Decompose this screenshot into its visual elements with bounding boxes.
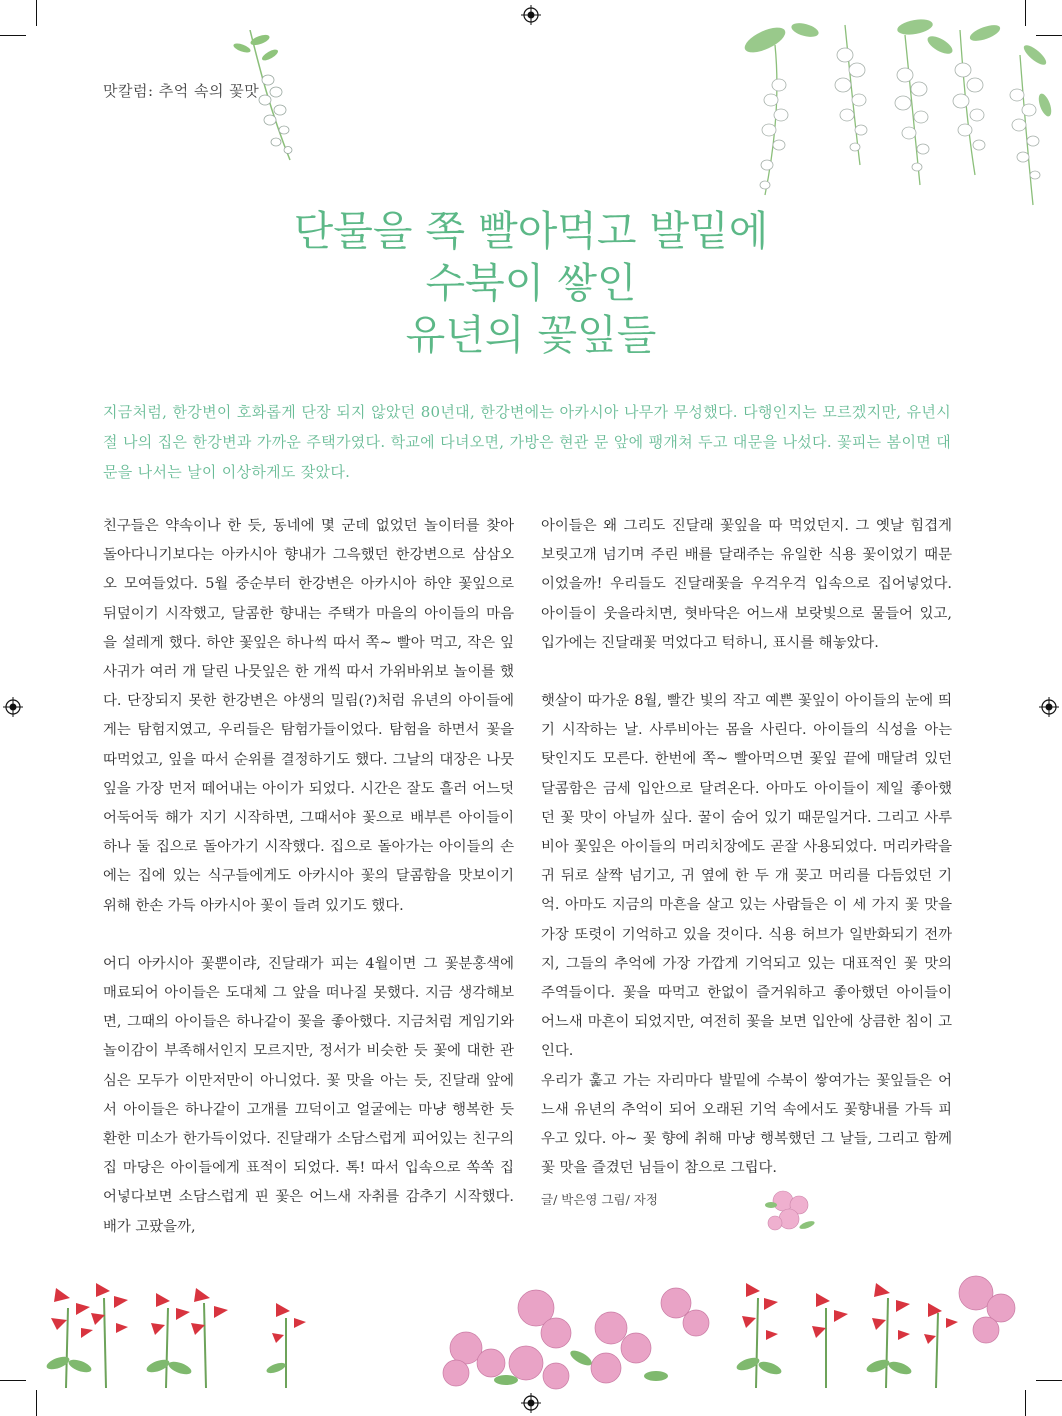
byline-credit: 글/ 박은영 그림/ 자정 — [541, 1192, 658, 1208]
body-column-right — [541, 512, 952, 1215]
azalea-illustration — [763, 1183, 819, 1239]
registration-mark-icon — [521, 5, 541, 25]
headline — [180, 205, 882, 361]
registration-mark-icon — [1039, 697, 1059, 717]
crop-mark-top-left-v — [36, 0, 37, 26]
body-column-left — [103, 512, 514, 1242]
salvia-illustration — [735, 1283, 958, 1388]
azalea-illustration — [443, 1276, 1015, 1389]
registration-mark-icon — [521, 1393, 541, 1413]
body-paragraph: 아이들은 왜 그리도 진달래 꽃잎을 따 먹었던지. 그 옛날 힘겹게 보릿고개 넘기며 주린 배를 달래주는 유일한 식용 꽃이었기 때문이었을까! 우리들도 진달래꽃을 우걱우걱 입속으로 집어넣었다. 아이들이 웃을라치면, 혓바닥은 어느새 보랏빛으로 물들어 있고, 입가에는 진달래꽃 먹었다고 턱하니, 표시를 해놓았다. — [541, 518, 952, 651]
salvia-illustration — [45, 1283, 306, 1388]
body-paragraph: 햇살이 따가운 8월, 빨간 빛의 작고 예쁜 꽃잎이 아이들의 눈에 띄기 시작하는 날. 사루비아는 몸을 사린다. 아이들의 식성을 아는 탓인지도 모른다. 한번에 쪽~ 빨아먹으면 꽃잎 끝에 매달려 있던 달콤함은 금세 입안으로 달려온다. 아마도 아이들이 제일 좋아했던 꽃 맛이 아닐까 싶다. 꿀이 숨어 있기 때문일거다. 그리고 사루비아 꽃잎은 아이들의 머리치장에도 곧잘 사용되었다. 머리카락을 귀 뒤로 살짝 넘기고, 귀 옆에 한 두 개 꽂고 머리를 다듬었던 기억. 아마도 지금의 마흔을 살고 있는 사람들은 이 세 가지 꽃 맛을 가장 또렷이 기억하고 있을 것이다. 식용 허브가 일반화되기 전까지, 그들의 추억에 가장 가깝게 기억되고 있는 대표적인 꽃 맛의 주역들이다. 꽃을 따먹고 한없이 즐거워하고 좋아했던 아이들이 어느새 마흔이 되었지만, 여전히 꽃을 보면 입안에 상큼한 침이 고인다. — [541, 693, 952, 1060]
headline-line-3: 유년의 꽃잎들 — [405, 311, 657, 359]
headline-line-1: 단물을 쪽 빨아먹고 발밑에 — [293, 207, 769, 255]
crop-mark-top-left-h — [0, 35, 26, 36]
body-paragraph: 친구들은 약속이나 한 듯, 동네에 몇 군데 없었던 놀이터를 찾아 돌아다니기보다는 아카시아 향내가 그윽했던 한강변으로 삼삼오오 모여들었다. 5월 중순부터 한강변은 아카시아 하얀 꽃잎으로 뒤덮이기 시작했고, 달콤한 향내는 주택가 마을의 아이들의 마음을 설레게 했다. 하얀 꽃잎은 하나씩 따서 쪽~ 빨아 먹고, 작은 잎사귀가 여러 개 달린 나뭇잎은 한 개씩 따서 가위바위보 놀이를 했다. 단장되지 못한 한강변은 야생의 밀림(?)처럼 유년의 아이들에게는 탐험지였고, 우리들은 탐험가들이었다. 탐험을 하면서 꽃을 따먹었고, 잎을 따서 순위를 결정하기도 했다. 그날의 대장은 나뭇잎을 가장 먼저 떼어내는 아이가 되었다. 시간은 잘도 흘러 어느덧 어둑어둑 해가 지기 시작하면, 그때서야 꽃으로 배부른 아이들이 하나 둘 집으로 돌아가기 시작했다. 집으로 돌아가는 아이들의 손에는 집에 있는 식구들에게도 아카시아 꽃의 달콤함을 맛보이기 위해 한손 가득 아카시아 꽃이 들려 있기도 했다. — [103, 518, 514, 914]
section-label: 맛칼럼: 추억 속의 꽃맛 — [103, 82, 260, 100]
crop-mark-bottom-right-v — [1025, 1390, 1026, 1416]
headline-line-2: 수북이 쌓인 — [425, 259, 637, 307]
crop-mark-bottom-left-h — [0, 1380, 26, 1381]
crop-mark-bottom-left-v — [36, 1390, 37, 1416]
acacia-illustration — [735, 15, 1060, 215]
crop-mark-bottom-right-h — [1036, 1380, 1062, 1381]
body-paragraph: 우리가 훑고 가는 자리마다 발밑에 수북이 쌓여가는 꽃잎들은 어느새 유년의 추억이 되어 오래된 기억 속에서도 꽃향내를 가득 피우고 있다. 아~ 꽃 향에 취해 마냥 행복했던 그 날들, 그리고 함께 꽃 맛을 즐겼던 님들이 참으로 그립다. — [541, 1072, 952, 1177]
registration-mark-icon — [3, 697, 23, 717]
lede-paragraph: 지금처럼, 한강변이 호화롭게 단장 되지 않았던 80년대, 한강변에는 아카시아 나무가 무성했다. 다행인지는 모르겠지만, 유년시절 나의 집은 한강변과 가까운 주택가였다. 학교에 다녀오면, 가방은 현관 문 앞에 팽개쳐 두고 대문을 나섰다. 꽃피는 봄이면 대문을 나서는 날이 이상하게도 잦았다. — [103, 403, 951, 481]
flower-border — [36, 1268, 1026, 1390]
body-paragraph: 어디 아카시아 꽃뿐이랴, 진달래가 피는 4월이면 그 꽃분홍색에 매료되어 아이들은 도대체 그 앞을 떠나질 못했다. 지금 생각해보면, 그때의 아이들은 하나같이 꽃을 좋아했다. 지금처럼 게임기와 놀이감이 부족해서인지 모르지만, 정서가 비슷한 듯 꽃에 대한 관심은 모두가 이만저만이 아니었다. 꽃 맛을 아는 듯, 진달래 앞에서 아이들은 하나같이 고개를 끄덕이고 얼굴에는 마냥 행복한 듯 환한 미소가 한가득이었다. 진달래가 소담스럽게 피어있는 친구의 집 마당은 아이들에게 표적이 되었다. 톡! 따서 입속으로 쏙쏙 집어넣다보면 소담스럽게 핀 꽃은 어느새 자취를 감추기 시작했다. 배가 고팠을까, — [103, 955, 514, 1235]
